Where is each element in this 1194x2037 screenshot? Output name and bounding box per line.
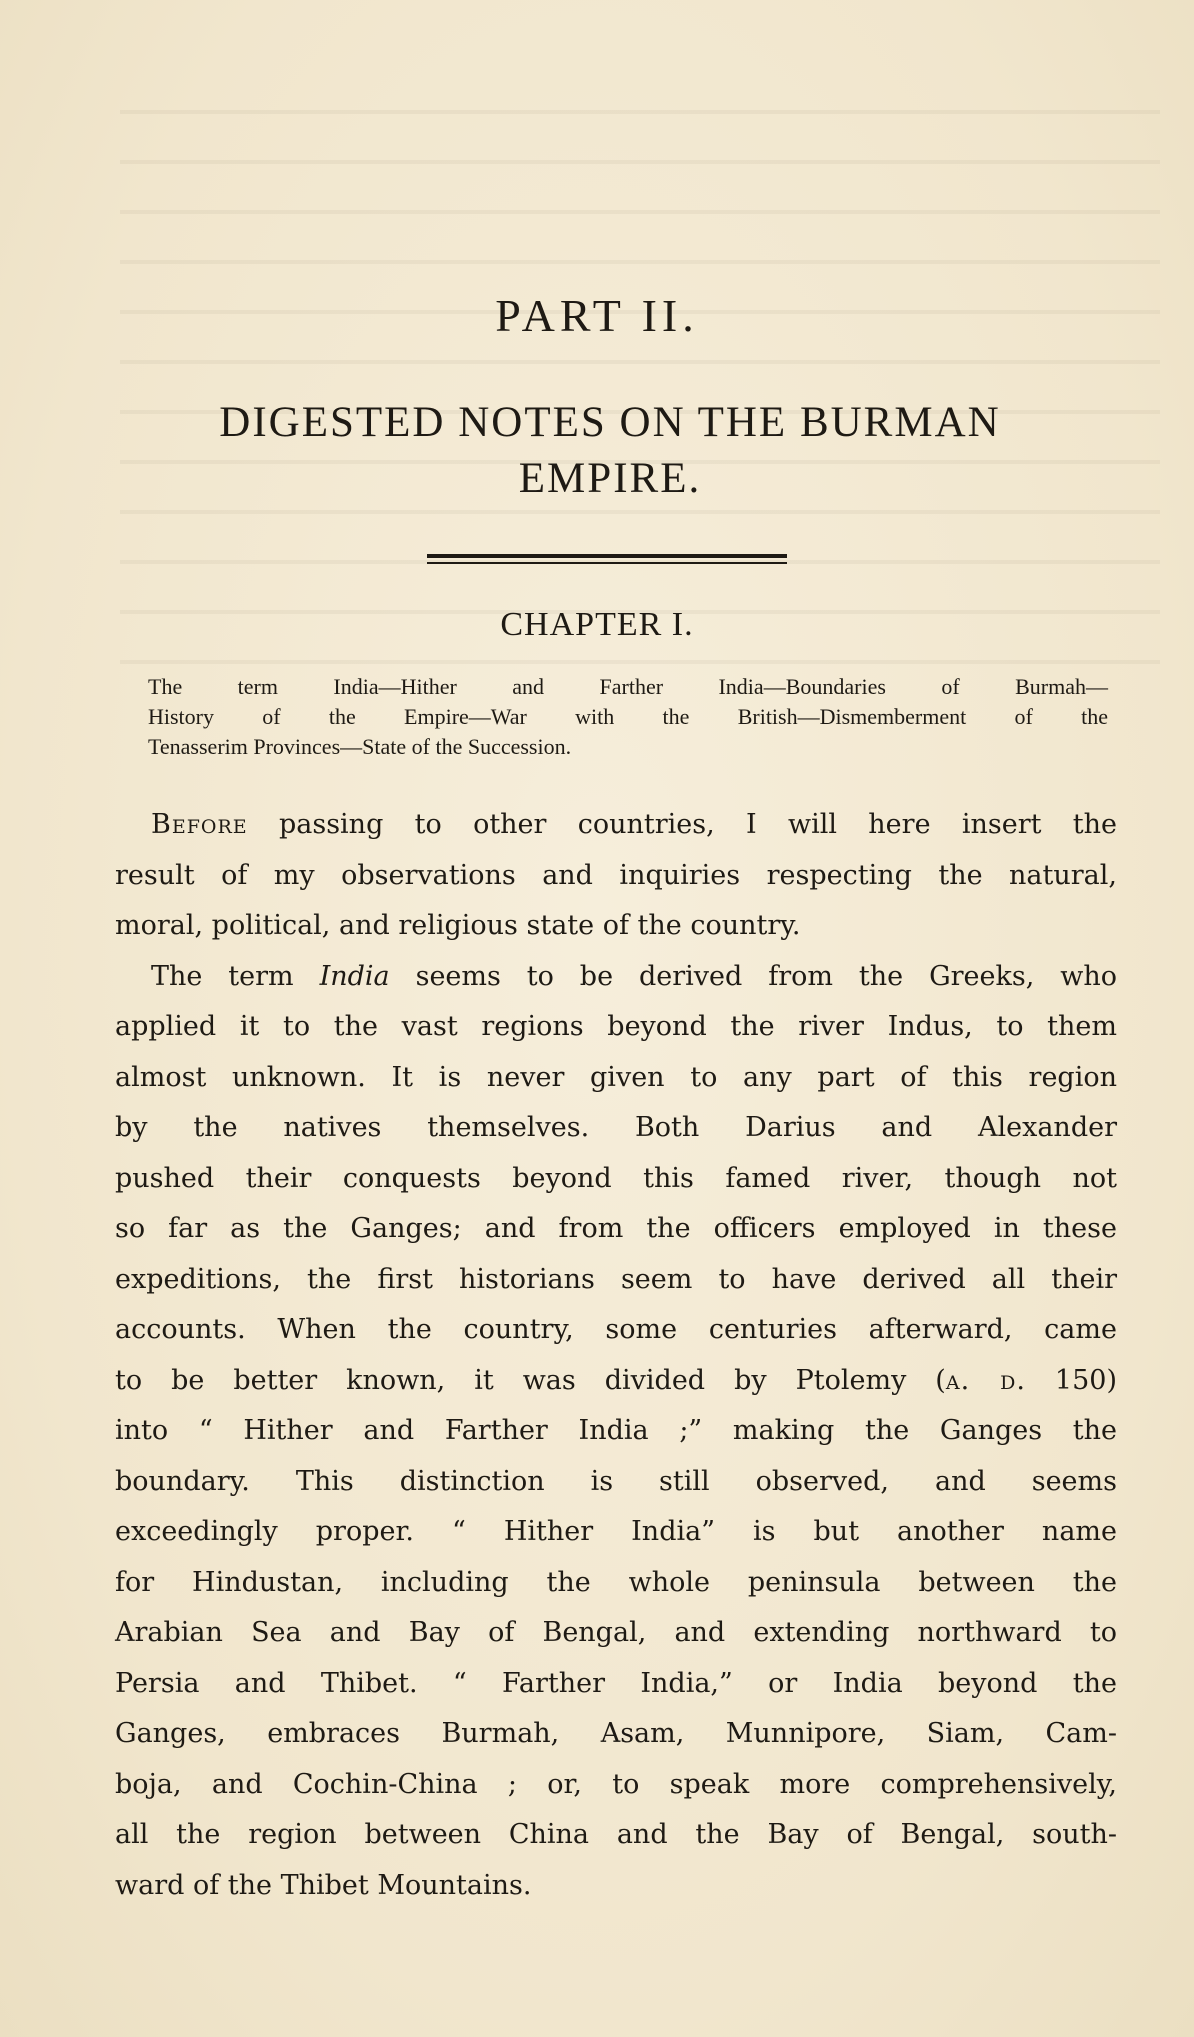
part-title: PART II.	[495, 290, 699, 341]
body-text	[115, 800, 1117, 1911]
body-line: into “ Hither and Farther India ;” making the Ganges the	[115, 1415, 1117, 1446]
synopsis-line: History of the Empire—War with the British—Dismemberment of the	[148, 704, 1108, 729]
body-line: Arabian Sea and Bay of Bengal, and extending northward to	[115, 1617, 1117, 1648]
body-line: pushed their conquests beyond this famed river, though not	[115, 1162, 1117, 1194]
chapter-title: CHAPTER I.	[500, 606, 694, 643]
body-line: Ganges, embraces Burmah, Asam, Munnipore, Siam, Cam-	[115, 1718, 1117, 1749]
synopsis-line: Tenasserim Provinces—State of the Succession.	[148, 734, 572, 759]
lead-word: Before	[151, 809, 248, 840]
body-line: for Hindustan, including the whole peninsula between the	[115, 1566, 1117, 1598]
body-line: boundary. This distinction is still observed, and seems	[115, 1465, 1117, 1497]
body-line-text: 150)	[1025, 1364, 1118, 1396]
body-line-text: seems to be derived from the Greeks, who	[389, 960, 1117, 992]
synopsis-line: The term India—Hither and Farther India—Boundaries of Burmah—	[148, 674, 1108, 699]
body-line: all the region between China and the Bay of Bengal, south-	[115, 1819, 1117, 1850]
body-line: moral, political, and religious state of the country.	[115, 910, 801, 941]
body-line: exceedingly proper. “ Hither India” is but another name	[115, 1516, 1117, 1547]
chapter-synopsis	[148, 672, 1108, 762]
date-abbrev: a. d.	[945, 1364, 1026, 1396]
bleed-through-texture	[120, 70, 1160, 690]
body-line: applied it to the vast regions beyond the river Indus, to them	[115, 1011, 1117, 1042]
italic-term: India	[319, 960, 390, 992]
body-line	[115, 800, 1117, 851]
body-line	[115, 952, 1117, 1003]
title-rule-thick	[427, 554, 787, 558]
body-line: ward of the Thibet Mountains.	[115, 1869, 532, 1901]
body-line: by the natives themselves. Both Darius and Alexander	[115, 1112, 1117, 1143]
body-line: so far as the Ganges; and from the officers employed in these	[115, 1213, 1117, 1244]
body-line-text: passing to other countries, I will here insert the	[247, 809, 1117, 840]
body-line	[115, 1356, 1117, 1407]
body-line: almost unknown. It is never given to any part of this region	[115, 1061, 1117, 1093]
main-title: DIGESTED NOTES ON THE BURMAN EMPIRE.	[219, 399, 1001, 502]
body-line: boja, and Cochin-China ; or, to speak more comprehensively,	[115, 1768, 1117, 1800]
body-line: Persia and Thibet. “ Farther India,” or India beyond the	[115, 1667, 1117, 1699]
body-line: result of my observations and inquiries respecting the natural,	[115, 859, 1117, 891]
body-line-text: to be better known, it was divided by Ptolemy (	[115, 1364, 946, 1396]
body-line: accounts. When the country, some centuries afterward, came	[115, 1314, 1117, 1345]
title-rule-thin	[427, 562, 787, 564]
body-line: expeditions, the first historians seem to have derived all their	[115, 1263, 1117, 1295]
body-line-text: The term	[151, 960, 320, 992]
